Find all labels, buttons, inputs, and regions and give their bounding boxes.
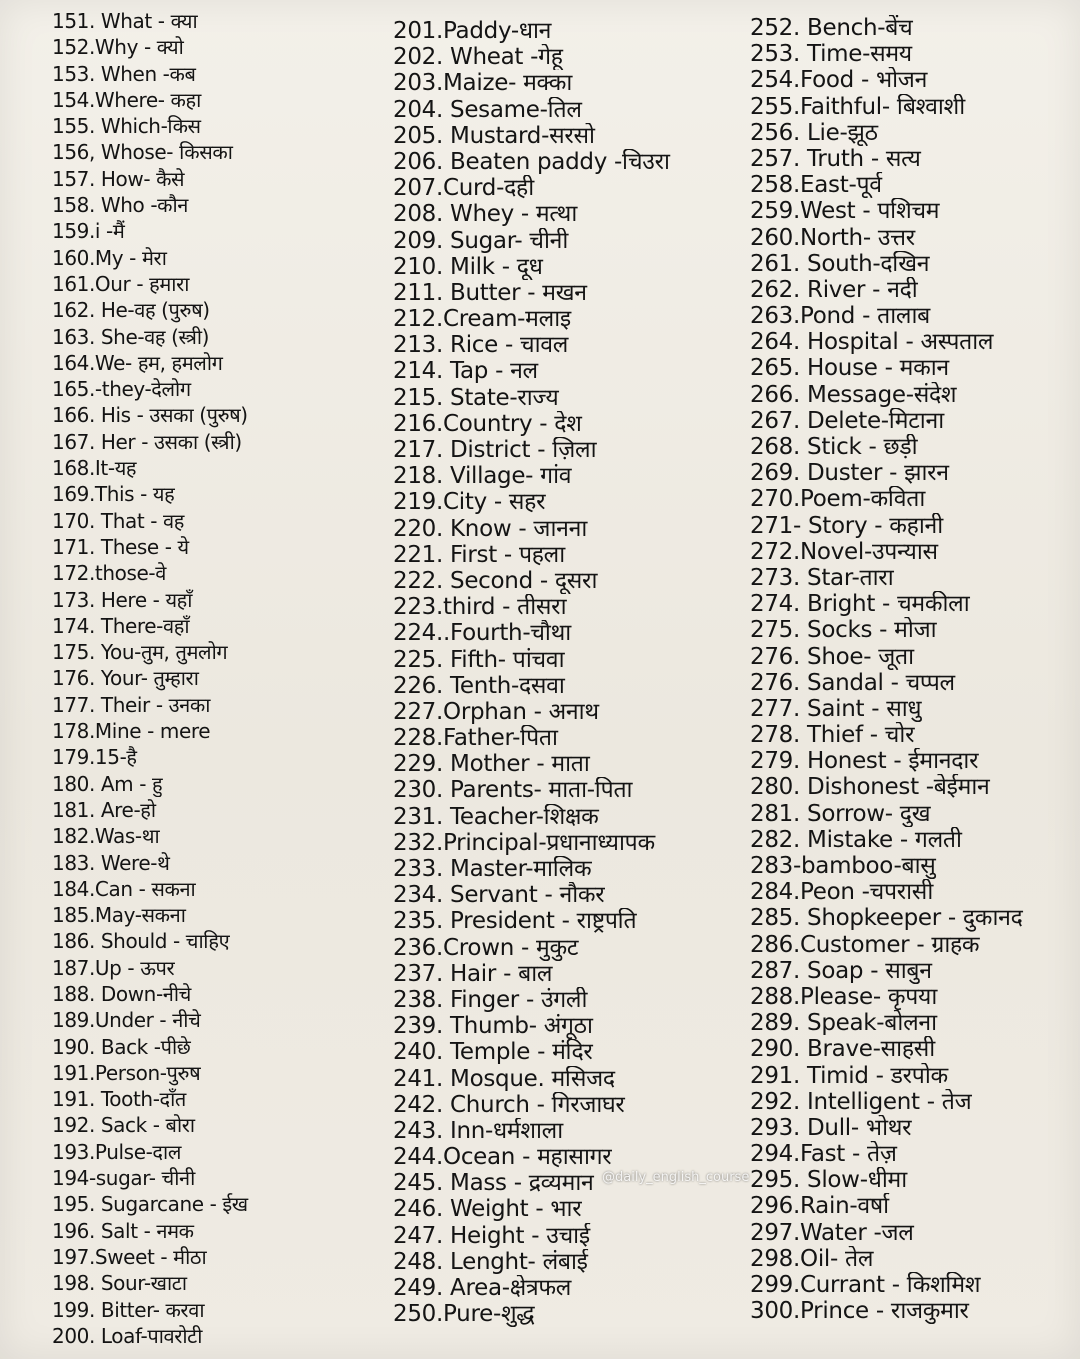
vocabulary-entry: 202. Wheat -गेहू bbox=[393, 44, 563, 71]
vocabulary-entry: 221. First - पहला bbox=[393, 541, 565, 568]
vocabulary-column-1 bbox=[52, 8, 382, 1349]
vocabulary-entry: 191.Person-पुरुष bbox=[52, 1060, 201, 1085]
vocabulary-entry: 210. Milk - दूध bbox=[393, 253, 543, 280]
vocabulary-entry: 284.Peon -चपरासी bbox=[750, 879, 934, 906]
vocabulary-entry: 152.Why - क्यो bbox=[52, 35, 184, 60]
vocabulary-entry: 190. Back -पीछे bbox=[52, 1034, 191, 1059]
vocabulary-entry: 300.Prince - राजकुमार bbox=[750, 1298, 969, 1325]
vocabulary-entry: 206. Beaten paddy -चिउरा bbox=[393, 148, 670, 175]
vocabulary-entry: 250.Pure-शुद्ध bbox=[393, 1301, 535, 1328]
vocabulary-column-2 bbox=[393, 18, 743, 1327]
vocabulary-entry: 203.Maize- मक्का bbox=[393, 70, 573, 97]
vocabulary-entry: 166. His - उसका (पुरुष) bbox=[52, 403, 248, 428]
vocabulary-entry: 243. Inn-धर्मशाला bbox=[393, 1117, 563, 1144]
vocabulary-entry: 275. Socks - मोजा bbox=[750, 617, 937, 644]
vocabulary-entry: 261. South-दखिन bbox=[750, 250, 930, 277]
vocabulary-entry: 193.Pulse-दाल bbox=[52, 1139, 181, 1164]
vocabulary-entry: 274. Bright - चमकीला bbox=[750, 591, 970, 618]
vocabulary-entry: 217. District - ज़िला bbox=[393, 437, 597, 463]
vocabulary-entry: 286.Customer - ग्राहक bbox=[750, 931, 980, 958]
vocabulary-entry: 292. Intelligent - तेज bbox=[750, 1088, 972, 1115]
vocabulary-entry: 179.15-है bbox=[52, 745, 137, 770]
vocabulary-entry: 271- Story - कहानी bbox=[750, 512, 943, 539]
vocabulary-entry: 163. She-वह (स्त्री) bbox=[52, 324, 210, 349]
vocabulary-entry: 259.West - पशिचम bbox=[750, 198, 940, 225]
vocabulary-entry: 287. Soap - साबुन bbox=[750, 957, 932, 984]
vocabulary-entry: 214. Tap - नल bbox=[393, 358, 538, 385]
vocabulary-entry: 213. Rice - चावल bbox=[393, 332, 569, 359]
vocabulary-entry: 228.Father-पिता bbox=[393, 725, 558, 752]
vocabulary-entry: 273. Star-तारा bbox=[750, 564, 894, 591]
vocabulary-entry: 160.My - मेरा bbox=[52, 245, 167, 270]
vocabulary-entry: 229. Mother - माता bbox=[393, 751, 590, 778]
vocabulary-entry: 279. Honest - ईमानदार bbox=[750, 748, 979, 775]
vocabulary-entry: 278. Thief - चोर bbox=[750, 722, 915, 749]
vocabulary-entry: 230. Parents- माता-पिता bbox=[393, 777, 633, 804]
vocabulary-entry: 255.Faithful- बिश्वाशी bbox=[750, 93, 965, 120]
vocabulary-entry: 272.Novel-उपन्यास bbox=[750, 538, 938, 565]
vocabulary-entry: 184.Can - सकना bbox=[52, 876, 196, 901]
vocabulary-entry: 233. Master-मालिक bbox=[393, 856, 592, 882]
vocabulary-entry: 245. Mass - द्रव्यमान bbox=[393, 1170, 594, 1197]
vocabulary-entry: 201.Paddy-धान bbox=[393, 18, 552, 44]
vocabulary-entry: 159.i -मैं bbox=[52, 219, 125, 244]
vocabulary-entry: 154.Where- कहा bbox=[52, 87, 201, 112]
vocabulary-entry: 181. Are-हो bbox=[52, 797, 156, 822]
vocabulary-entry: 269. Duster - झारन bbox=[750, 460, 949, 487]
vocabulary-entry: 288.Please- कृपया bbox=[750, 983, 937, 1010]
vocabulary-entry: 298.Oil- तेल bbox=[750, 1245, 874, 1272]
vocabulary-entry: 205. Mustard-सरसो bbox=[393, 122, 595, 149]
vocabulary-entry: 194-sugar- चीनी bbox=[52, 1166, 195, 1191]
vocabulary-entry: 256. Lie-झूठ bbox=[750, 119, 878, 146]
vocabulary-entry: 276. Shoe- जूता bbox=[750, 643, 914, 670]
vocabulary-entry: 155. Which-किस bbox=[52, 114, 201, 139]
vocabulary-entry: 207.Curd-दही bbox=[393, 175, 534, 202]
vocabulary-entry: 240. Temple - मंदिर bbox=[393, 1039, 593, 1066]
vocabulary-entry: 191. Tooth-दाँत bbox=[52, 1087, 186, 1112]
vocabulary-entry: 182.Was-था bbox=[52, 824, 160, 849]
watermark-handle: @daily_english_course bbox=[602, 1170, 750, 1185]
vocabulary-entry: 285. Shopkeeper - दुकानद bbox=[750, 905, 1023, 932]
vocabulary-entry: 232.Principal-प्रधानाध्यापक bbox=[393, 829, 655, 856]
vocabulary-entry: 248. Lenght- लंबाई bbox=[393, 1248, 588, 1275]
vocabulary-entry: 174. There-वहाँ bbox=[52, 613, 190, 638]
vocabulary-entry: 198. Sour-खाटा bbox=[52, 1271, 187, 1296]
vocabulary-entry: 153. When -कब bbox=[52, 61, 196, 86]
vocabulary-entry: 291. Timid - डरपोक bbox=[750, 1062, 948, 1089]
vocabulary-entry: 241. Mosque. मसिजद bbox=[393, 1065, 615, 1092]
vocabulary-entry: 290. Brave-साहसी bbox=[750, 1036, 935, 1063]
vocabulary-entry: 156, Whose- किसका bbox=[52, 140, 233, 165]
vocabulary-entry: 168.It-यह bbox=[52, 456, 137, 481]
vocabulary-entry: 219.City - सहर bbox=[393, 489, 546, 516]
vocabulary-entry: 267. Delete-मिटाना bbox=[750, 407, 944, 434]
vocabulary-entry: 161.Our - हमारा bbox=[52, 271, 190, 296]
vocabulary-entry: 187.Up - ऊपर bbox=[52, 955, 175, 980]
vocabulary-entry: 295. Slow-धीमा bbox=[750, 1167, 907, 1194]
vocabulary-entry: 297.Water -जल bbox=[750, 1219, 914, 1246]
vocabulary-entry: 211. Butter - मखन bbox=[393, 279, 587, 306]
vocabulary-column-3 bbox=[750, 15, 1080, 1324]
vocabulary-entry: 170. That - वह bbox=[52, 508, 184, 533]
vocabulary-entry: 224..Fourth-चौथा bbox=[393, 620, 571, 647]
vocabulary-entry: 199. Bitter- करवा bbox=[52, 1297, 205, 1322]
vocabulary-entry: 189.Under - नीचे bbox=[52, 1008, 201, 1033]
vocabulary-entry: 238. Finger - उंगली bbox=[393, 986, 588, 1013]
vocabulary-entry: 263.Pond - तालाब bbox=[750, 303, 930, 330]
vocabulary-entry: 186. Should - चाहिए bbox=[52, 929, 230, 954]
vocabulary-entry: 183. Were-थे bbox=[52, 850, 170, 875]
vocabulary-entry: 268. Stick - छड़ी bbox=[750, 434, 918, 460]
vocabulary-entry: 258.East-पूर्व bbox=[750, 172, 882, 199]
vocabulary-entry: 171. These - ये bbox=[52, 534, 189, 559]
vocabulary-entry: 231. Teacher-शिक्षक bbox=[393, 803, 599, 830]
vocabulary-entry: 192. Sack - बोरा bbox=[52, 1113, 195, 1138]
vocabulary-entry: 282. Mistake - गलती bbox=[750, 826, 962, 853]
vocabulary-entry: 247. Height - उचाई bbox=[393, 1222, 590, 1249]
vocabulary-entry: 283-bamboo-बासु bbox=[750, 853, 936, 879]
vocabulary-entry: 151. What - क्या bbox=[52, 9, 198, 33]
vocabulary-entry: 226. Tenth-दसवा bbox=[393, 672, 565, 699]
vocabulary-entry: 208. Whey - मत्था bbox=[393, 201, 577, 228]
vocabulary-entry: 178.Mine - mere bbox=[52, 719, 211, 744]
vocabulary-entry: 299.Currant - किशमिश bbox=[750, 1272, 981, 1298]
vocabulary-entry: 236.Crown - मुकुट bbox=[393, 934, 579, 961]
vocabulary-entry: 266. Message-संदेश bbox=[750, 381, 957, 408]
vocabulary-entry: 262. River - नदी bbox=[750, 276, 918, 303]
vocabulary-entry: 293. Dull- भोथर bbox=[750, 1114, 912, 1141]
vocabulary-entry: 270.Poem-कविता bbox=[750, 486, 926, 513]
vocabulary-entry: 185.May-सकना bbox=[52, 903, 186, 928]
vocabulary-entry: 222. Second - दूसरा bbox=[393, 567, 598, 594]
vocabulary-entry: 227.Orphan - अनाथ bbox=[393, 698, 599, 725]
vocabulary-entry: 280. Dishonest -बेईमान bbox=[750, 774, 990, 801]
vocabulary-entry: 249. Area-क्षेत्रफल bbox=[393, 1275, 572, 1301]
vocabulary-entry: 175. You-तुम, तुमलोग bbox=[52, 640, 228, 665]
vocabulary-entry: 253. Time-समय bbox=[750, 41, 912, 68]
vocabulary-entry: 237. Hair - बाल bbox=[393, 960, 553, 987]
vocabulary-entry: 172.those-वे bbox=[52, 561, 166, 586]
vocabulary-entry: 239. Thumb- अंगूठा bbox=[393, 1013, 593, 1040]
vocabulary-entry: 164.We- हम, हमलोग bbox=[52, 350, 223, 375]
vocabulary-entry: 157. How- कैसे bbox=[52, 166, 185, 191]
vocabulary-entry: 294.Fast - तेज़ bbox=[750, 1141, 897, 1168]
vocabulary-entry: 180. Am - हु bbox=[52, 771, 163, 796]
vocabulary-entry: 218. Village- गांव bbox=[393, 463, 572, 490]
vocabulary-entry: 252. Bench-बेंच bbox=[750, 15, 913, 41]
vocabulary-entry: 167. Her - उसका (स्त्री) bbox=[52, 429, 242, 454]
vocabulary-entry: 212.Cream-मलाइ bbox=[393, 306, 571, 333]
vocabulary-entry: 220. Know - जानना bbox=[393, 515, 587, 542]
vocabulary-entry: 162. He-वह (पुरुष) bbox=[52, 298, 210, 323]
vocabulary-entry: 265. House - मकान bbox=[750, 355, 949, 382]
vocabulary-entry: 204. Sesame-तिल bbox=[393, 96, 582, 123]
vocabulary-entry: 200. Loaf-पावरोटी bbox=[52, 1323, 203, 1348]
vocabulary-entry: 281. Sorrow- दुख bbox=[750, 800, 931, 827]
vocabulary-entry: 246. Weight - भार bbox=[393, 1196, 582, 1223]
vocabulary-entry: 169.This - यह bbox=[52, 482, 175, 507]
vocabulary-entry: 197.Sweet - मीठा bbox=[52, 1244, 207, 1269]
vocabulary-entry: 244.Ocean - महासागर bbox=[393, 1144, 612, 1171]
vocabulary-entry: 235. President - राष्ट्रपति bbox=[393, 908, 637, 935]
vocabulary-entry: 257. Truth - सत्य bbox=[750, 145, 921, 172]
vocabulary-entry: 195. Sugarcane - ईख bbox=[52, 1192, 248, 1217]
vocabulary-entry: 196. Salt - नमक bbox=[52, 1218, 194, 1243]
vocabulary-entry: 215. State-राज्य bbox=[393, 384, 559, 411]
vocabulary-entry: 177. Their - उनका bbox=[52, 692, 210, 717]
vocabulary-entry: 242. Church - गिरजाघर bbox=[393, 1091, 625, 1118]
vocabulary-entry: 254.Food - भोजन bbox=[750, 67, 928, 94]
vocabulary-entry: 209. Sugar- चीनी bbox=[393, 227, 569, 254]
vocabulary-entry: 296.Rain-वर्षा bbox=[750, 1193, 889, 1220]
vocabulary-entry: 264. Hospital - अस्पताल bbox=[750, 329, 994, 356]
vocabulary-entry: 223.third - तीसरा bbox=[393, 594, 567, 621]
vocabulary-entry: 173. Here - यहाँ bbox=[52, 587, 193, 612]
vocabulary-entry: 276. Sandal - चप्पल bbox=[750, 669, 955, 696]
vocabulary-entry: 260.North- उत्तर bbox=[750, 224, 915, 251]
vocabulary-entry: 158. Who -कौन bbox=[52, 193, 188, 218]
vocabulary-entry: 176. Your- तुम्हारा bbox=[52, 666, 199, 691]
vocabulary-entry: 289. Speak-बोलना bbox=[750, 1010, 937, 1037]
vocabulary-entry: 225. Fifth- पांचवा bbox=[393, 646, 565, 673]
vocabulary-entry: 277. Saint - साधु bbox=[750, 695, 922, 722]
vocabulary-entry: 216.Country - देश bbox=[393, 410, 582, 437]
vocabulary-entry: 188. Down-नीचे bbox=[52, 981, 191, 1006]
vocabulary-entry: 165.-they-देलोग bbox=[52, 377, 191, 402]
vocabulary-entry: 234. Servant - नौकर bbox=[393, 882, 605, 909]
